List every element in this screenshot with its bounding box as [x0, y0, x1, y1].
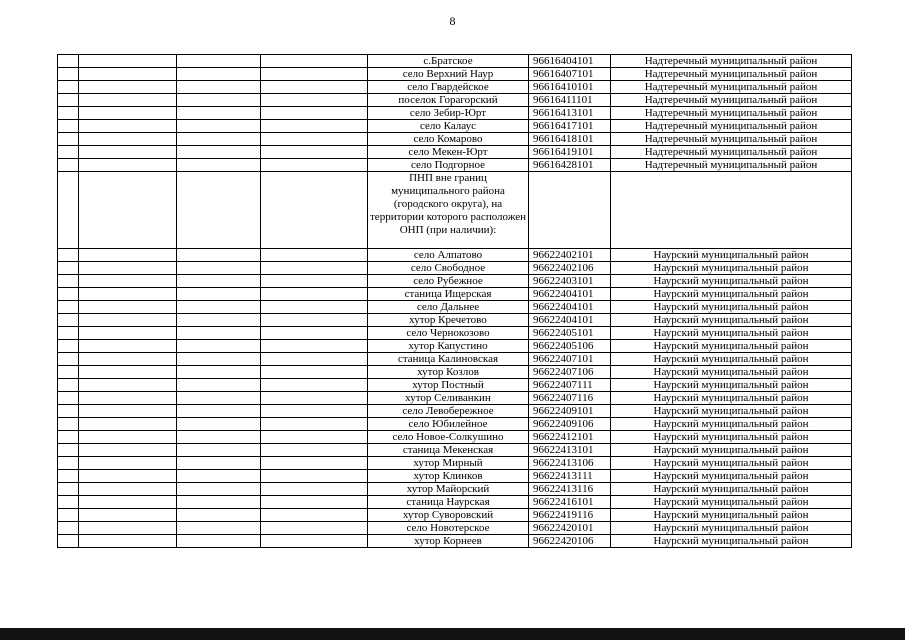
table-row — [58, 457, 852, 470]
oktmo-code-cell: 96622407111 — [529, 379, 611, 392]
table-row — [58, 275, 852, 288]
district-cell: Наурский муниципальный район — [611, 379, 852, 392]
district-cell: Наурский муниципальный район — [611, 314, 852, 327]
oktmo-code-cell: 96616419101 — [529, 146, 611, 159]
oktmo-code-cell: 96622413111 — [529, 470, 611, 483]
cell-empty — [79, 146, 177, 159]
oktmo-code-cell: 96616428101 — [529, 159, 611, 172]
cell-empty — [58, 509, 79, 522]
cell-empty — [58, 496, 79, 509]
settlement-name-cell: хутор Постный — [368, 379, 529, 392]
cell-empty — [261, 172, 368, 249]
cell-empty — [58, 470, 79, 483]
table-row — [58, 405, 852, 418]
cell-empty — [177, 159, 261, 172]
oktmo-code-cell: 96616418101 — [529, 133, 611, 146]
cell-empty — [261, 483, 368, 496]
table-row — [58, 133, 852, 146]
cell-empty — [58, 81, 79, 94]
table-row — [58, 262, 852, 275]
cell-empty — [79, 314, 177, 327]
district-cell: Надтеречный муниципальный район — [611, 133, 852, 146]
cell-empty — [261, 535, 368, 548]
oktmo-code-cell: 96622409101 — [529, 405, 611, 418]
cell-empty — [58, 133, 79, 146]
cell-empty — [58, 68, 79, 81]
district-cell: Надтеречный муниципальный район — [611, 159, 852, 172]
oktmo-code-cell: 96622420106 — [529, 535, 611, 548]
cell-empty — [261, 496, 368, 509]
cell-empty — [177, 249, 261, 262]
cell-empty — [79, 522, 177, 535]
oktmo-code-cell: 96622416101 — [529, 496, 611, 509]
district-cell: Наурский муниципальный район — [611, 366, 852, 379]
cell-empty — [261, 249, 368, 262]
cell-empty — [177, 431, 261, 444]
cell-empty — [261, 418, 368, 431]
district-cell: Наурский муниципальный район — [611, 288, 852, 301]
cell-empty — [177, 405, 261, 418]
cell-empty — [177, 535, 261, 548]
settlement-name-cell: село Юбилейное — [368, 418, 529, 431]
cell-empty — [177, 133, 261, 146]
cell-empty — [79, 327, 177, 340]
district-cell: Наурский муниципальный район — [611, 301, 852, 314]
table-row — [58, 94, 852, 107]
cell-empty — [261, 314, 368, 327]
cell-empty — [261, 301, 368, 314]
oktmo-code-cell: 96622412101 — [529, 431, 611, 444]
table-row — [58, 301, 852, 314]
cell-empty — [177, 444, 261, 457]
settlement-name-cell: поселок Горагорский — [368, 94, 529, 107]
table-row — [58, 68, 852, 81]
cell-empty — [177, 301, 261, 314]
cell-empty — [58, 327, 79, 340]
cell-empty — [261, 81, 368, 94]
table-row — [58, 496, 852, 509]
table-row — [58, 353, 852, 366]
settlement-name-cell: село Алпатово — [368, 249, 529, 262]
table-row — [58, 366, 852, 379]
cell-empty — [79, 483, 177, 496]
settlement-name-cell: хутор Кречетово — [368, 314, 529, 327]
cell-empty — [58, 522, 79, 535]
cell-empty — [58, 366, 79, 379]
cell-empty — [79, 444, 177, 457]
cell-empty — [79, 94, 177, 107]
district-cell: Наурский муниципальный район — [611, 496, 852, 509]
cell-empty — [261, 353, 368, 366]
district-cell: Наурский муниципальный район — [611, 392, 852, 405]
settlement-name-cell: село Подгорное — [368, 159, 529, 172]
table-row — [58, 379, 852, 392]
cell-empty — [261, 470, 368, 483]
cell-empty — [79, 405, 177, 418]
settlement-name-cell: хутор Майорский — [368, 483, 529, 496]
cell-empty — [261, 68, 368, 81]
settlement-name-cell: хутор Капустино — [368, 340, 529, 353]
cell-empty — [177, 496, 261, 509]
cell-empty — [58, 249, 79, 262]
cell-empty — [58, 535, 79, 548]
oktmo-code-cell: 96616410101 — [529, 81, 611, 94]
cell-empty — [177, 340, 261, 353]
cell-empty — [177, 366, 261, 379]
table-body-note — [58, 172, 852, 249]
district-cell: Надтеречный муниципальный район — [611, 94, 852, 107]
cell-empty — [58, 483, 79, 496]
cell-empty — [261, 392, 368, 405]
cell-empty — [79, 120, 177, 133]
cell-empty — [177, 483, 261, 496]
cell-empty — [79, 457, 177, 470]
cell-empty — [261, 133, 368, 146]
district-cell: Наурский муниципальный район — [611, 418, 852, 431]
district-cell: Наурский муниципальный район — [611, 275, 852, 288]
settlement-name-cell: хутор Клинков — [368, 470, 529, 483]
settlement-name-cell: хутор Суворовский — [368, 509, 529, 522]
cell-empty — [177, 275, 261, 288]
settlement-name-cell: станица Калиновская — [368, 353, 529, 366]
cell-empty — [177, 379, 261, 392]
settlement-name-cell: станица Наурская — [368, 496, 529, 509]
settlement-name-cell: село Гвардейское — [368, 81, 529, 94]
district-cell: Надтеречный муниципальный район — [611, 81, 852, 94]
cell-empty — [261, 340, 368, 353]
cell-empty — [79, 81, 177, 94]
cell-empty — [177, 314, 261, 327]
cell-empty — [261, 509, 368, 522]
cell-empty — [79, 509, 177, 522]
table-row — [58, 418, 852, 431]
cell-empty — [79, 366, 177, 379]
oktmo-code-cell: 96622419116 — [529, 509, 611, 522]
cell-empty — [58, 405, 79, 418]
cell-empty — [58, 288, 79, 301]
cell-empty — [58, 340, 79, 353]
district-cell: Наурский муниципальный район — [611, 353, 852, 366]
cell-empty — [58, 107, 79, 120]
district-cell: Наурский муниципальный район — [611, 431, 852, 444]
oktmo-code-cell: 96622407116 — [529, 392, 611, 405]
settlement-name-cell: хутор Селиванкин — [368, 392, 529, 405]
district-cell: Наурский муниципальный район — [611, 327, 852, 340]
oktmo-code-cell: 96622404101 — [529, 314, 611, 327]
cell-empty — [261, 146, 368, 159]
settlement-name-cell: село Калаус — [368, 120, 529, 133]
cell-empty — [177, 418, 261, 431]
oktmo-code-cell: 96622403101 — [529, 275, 611, 288]
note-code-cell — [529, 172, 611, 249]
cell-empty — [261, 159, 368, 172]
table-row — [58, 327, 852, 340]
note-district-cell — [611, 172, 852, 249]
settlement-name-cell: станица Мекенская — [368, 444, 529, 457]
settlement-name-cell: село Новотерское — [368, 522, 529, 535]
cell-empty — [177, 457, 261, 470]
cell-empty — [177, 262, 261, 275]
table-row — [58, 120, 852, 133]
cell-empty — [261, 379, 368, 392]
table-row — [58, 392, 852, 405]
cell-empty — [79, 107, 177, 120]
cell-empty — [261, 55, 368, 68]
cell-empty — [177, 353, 261, 366]
cell-empty — [261, 262, 368, 275]
cell-empty — [261, 288, 368, 301]
settlement-name-cell: село Зебир-Юрт — [368, 107, 529, 120]
oktmo-code-cell: 96616407101 — [529, 68, 611, 81]
cell-empty — [177, 81, 261, 94]
cell-empty — [261, 444, 368, 457]
table-row — [58, 146, 852, 159]
cell-empty — [58, 120, 79, 133]
oktmo-code-cell: 96616404101 — [529, 55, 611, 68]
district-cell: Наурский муниципальный район — [611, 509, 852, 522]
table-row — [58, 314, 852, 327]
settlement-name-cell: село Мекен-Юрт — [368, 146, 529, 159]
settlement-name-cell: хутор Корнеев — [368, 535, 529, 548]
settlement-name-cell: хутор Козлов — [368, 366, 529, 379]
settlement-name-cell: село Чернокозово — [368, 327, 529, 340]
cell-empty — [261, 120, 368, 133]
cell-empty — [261, 457, 368, 470]
table-row — [58, 340, 852, 353]
table-row — [58, 81, 852, 94]
cell-empty — [261, 522, 368, 535]
table-row — [58, 159, 852, 172]
scan-edge-bar — [0, 628, 905, 640]
oktmo-code-cell: 96622404101 — [529, 301, 611, 314]
cell-empty — [79, 431, 177, 444]
oktmo-code-cell: 96622402101 — [529, 249, 611, 262]
table-row — [58, 288, 852, 301]
cell-empty — [79, 249, 177, 262]
table-row — [58, 470, 852, 483]
oktmo-code-cell: 96622402106 — [529, 262, 611, 275]
settlement-name-cell: с.Братское — [368, 55, 529, 68]
cell-empty — [58, 55, 79, 68]
table-body-top — [58, 55, 852, 172]
cell-empty — [261, 275, 368, 288]
oktmo-code-cell: 96622420101 — [529, 522, 611, 535]
cell-empty — [58, 275, 79, 288]
oktmo-code-cell: 96622407106 — [529, 366, 611, 379]
cell-empty — [58, 146, 79, 159]
oktmo-code-cell: 96622413101 — [529, 444, 611, 457]
table-row — [58, 431, 852, 444]
cell-empty — [79, 392, 177, 405]
oktmo-code-cell: 96616417101 — [529, 120, 611, 133]
cell-empty — [79, 340, 177, 353]
settlement-table — [57, 54, 852, 548]
cell-empty — [177, 470, 261, 483]
oktmo-code-cell: 96622413116 — [529, 483, 611, 496]
district-cell: Наурский муниципальный район — [611, 444, 852, 457]
cell-empty — [79, 159, 177, 172]
cell-empty — [58, 314, 79, 327]
cell-empty — [177, 288, 261, 301]
cell-empty — [79, 496, 177, 509]
cell-empty — [177, 327, 261, 340]
settlement-name-cell: село Левобережное — [368, 405, 529, 418]
oktmo-code-cell: 96622407101 — [529, 353, 611, 366]
oktmo-code-cell: 96616411101 — [529, 94, 611, 107]
cell-empty — [79, 418, 177, 431]
settlement-name-cell: хутор Мирный — [368, 457, 529, 470]
settlement-name-cell: село Рубежное — [368, 275, 529, 288]
cell-empty — [58, 444, 79, 457]
cell-empty — [58, 172, 79, 249]
district-cell: Наурский муниципальный район — [611, 249, 852, 262]
cell-empty — [79, 275, 177, 288]
cell-empty — [58, 457, 79, 470]
oktmo-code-cell: 96622413106 — [529, 457, 611, 470]
cell-empty — [177, 107, 261, 120]
cell-empty — [177, 509, 261, 522]
cell-empty — [177, 522, 261, 535]
district-cell: Наурский муниципальный район — [611, 262, 852, 275]
district-cell: Наурский муниципальный район — [611, 405, 852, 418]
oktmo-code-cell: 96622405106 — [529, 340, 611, 353]
page-number: 8 — [449, 14, 456, 28]
district-cell: Наурский муниципальный район — [611, 457, 852, 470]
cell-empty — [261, 94, 368, 107]
cell-empty — [261, 107, 368, 120]
cell-empty — [261, 405, 368, 418]
cell-empty — [58, 94, 79, 107]
cell-empty — [177, 94, 261, 107]
cell-empty — [261, 431, 368, 444]
cell-empty — [177, 120, 261, 133]
district-cell: Наурский муниципальный район — [611, 483, 852, 496]
cell-empty — [58, 262, 79, 275]
cell-empty — [79, 68, 177, 81]
district-cell: Наурский муниципальный район — [611, 470, 852, 483]
table-row — [58, 483, 852, 496]
table-row — [58, 55, 852, 68]
table-row-note — [58, 172, 852, 249]
cell-empty — [58, 418, 79, 431]
district-cell: Надтеречный муниципальный район — [611, 68, 852, 81]
cell-empty — [79, 535, 177, 548]
district-cell: Наурский муниципальный район — [611, 340, 852, 353]
settlement-name-cell: село Новое-Солкушино — [368, 431, 529, 444]
settlement-name-cell: село Комарово — [368, 133, 529, 146]
table-body-bottom — [58, 249, 852, 548]
cell-empty — [58, 392, 79, 405]
district-cell: Надтеречный муниципальный район — [611, 120, 852, 133]
cell-empty — [58, 159, 79, 172]
cell-empty — [177, 55, 261, 68]
settlement-name-cell: село Свободное — [368, 262, 529, 275]
cell-empty — [79, 262, 177, 275]
table-row — [58, 444, 852, 457]
table-row — [58, 522, 852, 535]
table-row — [58, 509, 852, 522]
cell-empty — [58, 431, 79, 444]
oktmo-code-cell: 96622404101 — [529, 288, 611, 301]
cell-empty — [79, 470, 177, 483]
cell-empty — [58, 353, 79, 366]
cell-empty — [79, 55, 177, 68]
district-cell: Надтеречный муниципальный район — [611, 146, 852, 159]
district-cell: Наурский муниципальный район — [611, 535, 852, 548]
cell-empty — [261, 366, 368, 379]
cell-empty — [261, 327, 368, 340]
settlement-name-cell: село Дальнее — [368, 301, 529, 314]
table-row — [58, 249, 852, 262]
cell-empty — [79, 288, 177, 301]
district-cell: Наурский муниципальный район — [611, 522, 852, 535]
cell-empty — [79, 172, 177, 249]
settlement-name-cell: село Верхний Наур — [368, 68, 529, 81]
cell-empty — [79, 133, 177, 146]
oktmo-code-cell: 96622409106 — [529, 418, 611, 431]
cell-empty — [79, 301, 177, 314]
cell-empty — [177, 392, 261, 405]
note-cell: ПНП вне границ муниципального района (городского округа), на территории которого расположен ОНП (при наличии): — [368, 172, 529, 249]
oktmo-code-cell: 96616413101 — [529, 107, 611, 120]
cell-empty — [177, 172, 261, 249]
table-row — [58, 107, 852, 120]
cell-empty — [58, 379, 79, 392]
cell-empty — [177, 146, 261, 159]
cell-empty — [79, 353, 177, 366]
cell-empty — [58, 301, 79, 314]
oktmo-code-cell: 96622405101 — [529, 327, 611, 340]
table-row — [58, 535, 852, 548]
cell-empty — [79, 379, 177, 392]
settlement-name-cell: станица Ищерская — [368, 288, 529, 301]
district-cell: Надтеречный муниципальный район — [611, 55, 852, 68]
cell-empty — [177, 68, 261, 81]
district-cell: Надтеречный муниципальный район — [611, 107, 852, 120]
